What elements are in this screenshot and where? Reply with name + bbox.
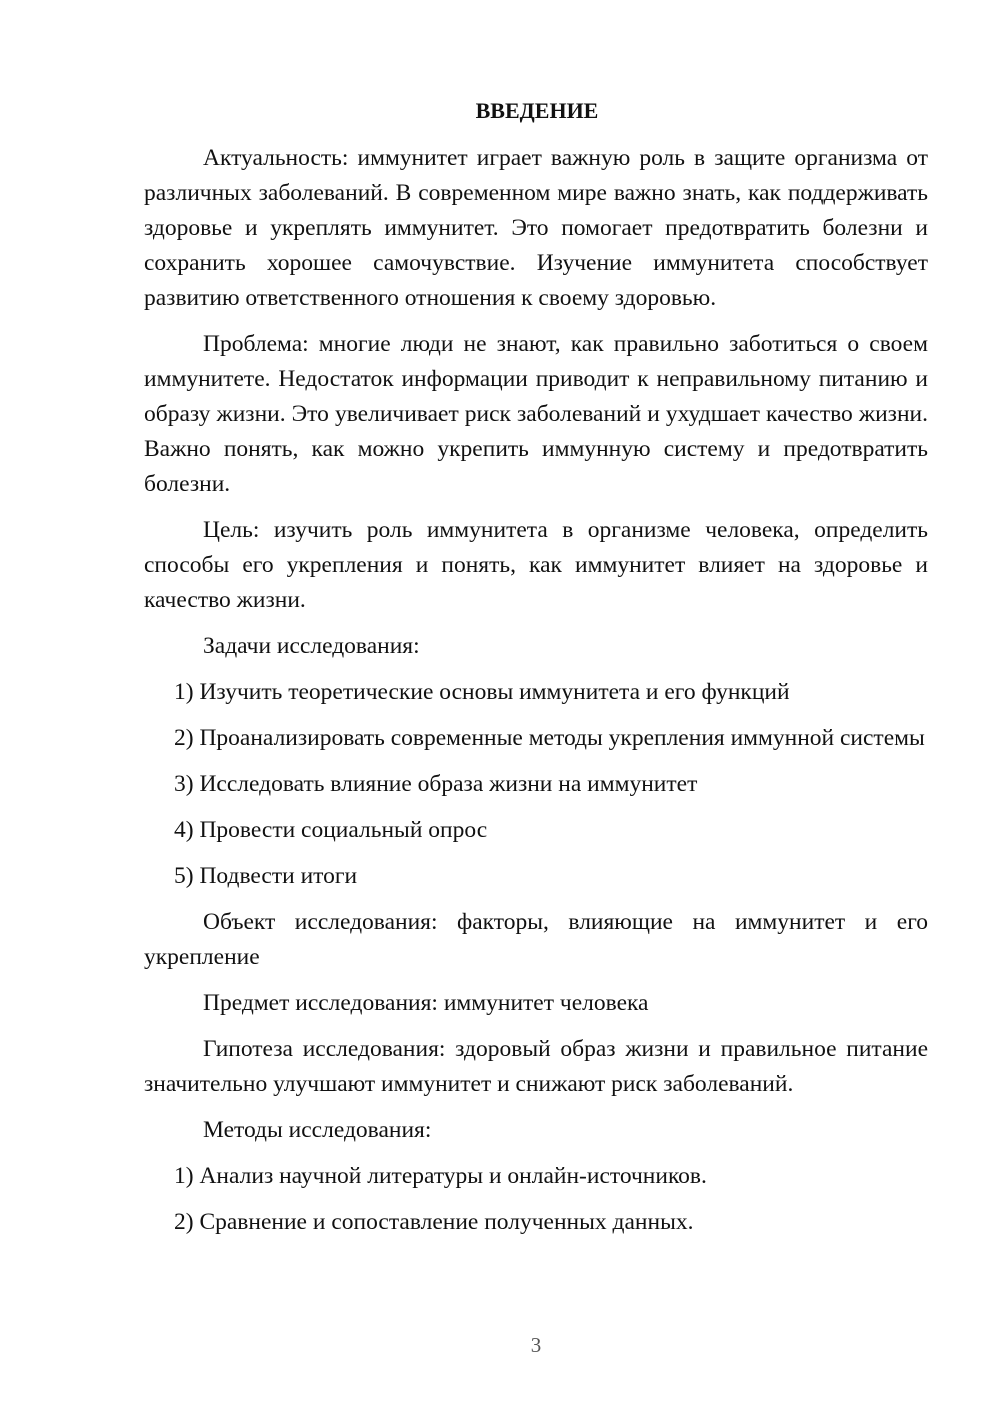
method-item: 1) Анализ научной литературы и онлайн-источников. xyxy=(174,1163,707,1189)
goal-paragraph: Цель: изучить роль иммунитета в организме человека, определить способы его укрепления и понять, как иммунитет влияет на здоровье и качество жизни. xyxy=(144,517,928,613)
subject-paragraph: Предмет исследования: иммунитет человека xyxy=(203,990,649,1016)
task-item: 2) Проанализировать современные методы укрепления иммунной системы xyxy=(174,725,925,751)
page-title: ВВЕДЕНИЕ xyxy=(475,98,599,123)
relevance-paragraph: Актуальность: иммунитет играет важную роль в защите организма от различных заболеваний. В современном мире важно знать, как поддерживать здоровье и укреплять иммунитет. Это помогает предотвратить болезни и сохранить хорошее самочувствие. Изучение иммунитета способствует развитию ответственного отношения к своему здоровью. xyxy=(144,145,928,311)
page-number: 3 xyxy=(530,1333,542,1357)
object-paragraph: Объект исследования: факторы, влияющие на иммунитет и его укрепление xyxy=(144,909,928,970)
task-item: 5) Подвести итоги xyxy=(174,863,358,889)
methods-heading: Методы исследования: xyxy=(203,1117,432,1143)
problem-paragraph: Проблема: многие люди не знают, как правильно заботиться о своем иммунитете. Недостаток информации приводит к неправильному питанию и образу жизни. Это увеличивает риск заболеваний и ухудшает качество жизни. Важно понять, как можно укрепить иммунную систему и предотвратить болезни. xyxy=(144,331,928,497)
hypothesis-paragraph: Гипотеза исследования: здоровый образ жизни и правильное питание значительно улучшают иммунитет и снижают риск заболеваний. xyxy=(144,1036,928,1097)
task-item: 3) Исследовать влияние образа жизни на иммунитет xyxy=(174,771,698,797)
task-item: 1) Изучить теоретические основы иммунитета и его функций xyxy=(174,679,790,705)
page-content xyxy=(144,93,928,1251)
method-item: 2) Сравнение и сопоставление полученных данных. xyxy=(174,1209,694,1235)
tasks-heading: Задачи исследования: xyxy=(203,633,420,659)
task-item: 4) Провести социальный опрос xyxy=(174,817,488,843)
